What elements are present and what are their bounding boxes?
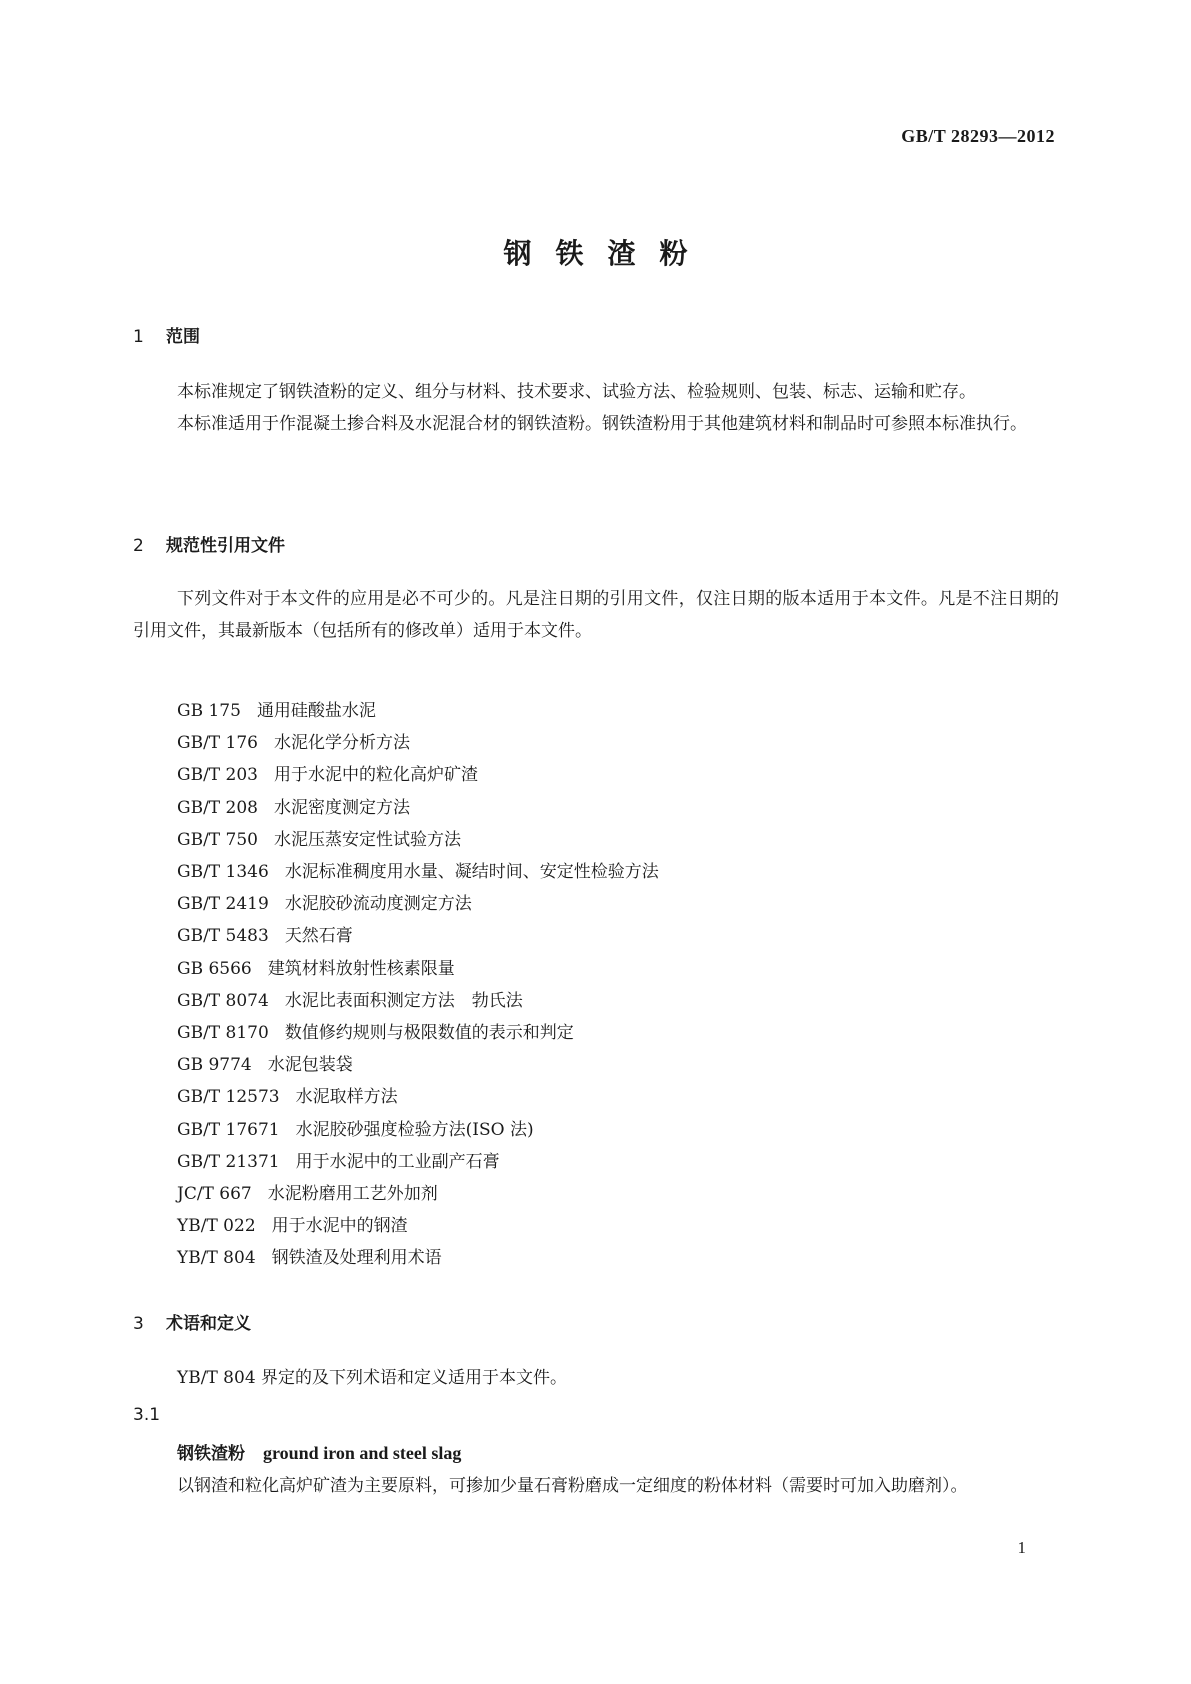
reference-item xyxy=(177,920,659,952)
reference-title: 水泥胶砂流动度测定方法 xyxy=(284,894,472,915)
reference-code: GB/T 750 xyxy=(177,829,258,850)
reference-code: GB/T 21371 xyxy=(177,1151,280,1172)
paragraph: 本标准适用于作混凝土掺合料及水泥混合材的钢铁渣粉。钢铁渣粉用于其他建筑材料和制品时可参照本标准执行。 xyxy=(177,414,1027,434)
reference-title: 水泥标准稠度用水量、凝结时间、安定性检验方法 xyxy=(284,862,659,883)
section-number: 1 xyxy=(133,327,144,347)
term-chinese: 钢铁渣粉 xyxy=(177,1444,245,1464)
paragraph: YB/T 804 界定的及下列术语和定义适用于本文件。 xyxy=(177,1368,568,1388)
reference-code: YB/T 804 xyxy=(177,1248,256,1269)
reference-title: 水泥包装袋 xyxy=(267,1055,353,1076)
reference-item xyxy=(177,759,659,791)
reference-item xyxy=(177,1114,659,1146)
reference-code: YB/T 022 xyxy=(177,1216,256,1237)
reference-title: 数值修约规则与极限数值的表示和判定 xyxy=(284,1023,574,1044)
section-number: 3 xyxy=(133,1314,144,1334)
section-2-intro xyxy=(133,583,1059,647)
reference-code: GB 6566 xyxy=(177,958,252,979)
reference-item xyxy=(177,1081,659,1113)
reference-item xyxy=(177,695,659,727)
page-number: 1 xyxy=(1017,1538,1026,1557)
section-title: 规范性引用文件 xyxy=(166,536,285,556)
standard-code: GB/T 28293—2012 xyxy=(901,126,1055,146)
term-number: 3.1 xyxy=(133,1405,161,1425)
reference-code: GB/T 176 xyxy=(177,733,258,754)
reference-item xyxy=(177,727,659,759)
reference-title: 水泥密度测定方法 xyxy=(274,797,410,818)
section-1-heading xyxy=(133,322,200,347)
reference-item xyxy=(177,792,659,824)
reference-code: GB 9774 xyxy=(177,1055,252,1076)
reference-title: 通用硅酸盐水泥 xyxy=(256,701,376,721)
reference-code: GB/T 1346 xyxy=(177,862,269,883)
reference-item xyxy=(177,1210,659,1242)
paragraph: 下列文件对于本文件的应用是必不可少的。凡是注日期的引用文件，仅注日期的版本适用于本文件。凡是不注日期的引用文件，其最新版本（包括所有的修改单）适用于本文件。 xyxy=(133,589,1059,641)
reference-title: 水泥化学分析方法 xyxy=(274,733,410,754)
reference-title: 用于水泥中的粒化高炉矿渣 xyxy=(274,765,478,786)
term-english: ground iron and steel slag xyxy=(263,1443,462,1463)
reference-code: GB/T 203 xyxy=(177,765,258,786)
normative-references-list xyxy=(177,695,659,1275)
paragraph: 本标准规定了钢铁渣粉的定义、组分与材料、技术要求、试验方法、检验规则、包装、标志、运输和贮存。 xyxy=(177,382,976,402)
reference-code: GB/T 12573 xyxy=(177,1087,280,1108)
reference-code: GB/T 8074 xyxy=(177,990,269,1011)
reference-code: JC/T 667 xyxy=(177,1184,252,1205)
reference-title: 水泥压蒸安定性试验方法 xyxy=(274,829,461,850)
section-3-intro xyxy=(133,1362,1059,1394)
reference-code: GB 175 xyxy=(177,701,241,721)
paragraph: 以钢渣和粒化高炉矿渣为主要原料，可掺加少量石膏粉磨成一定细度的粉体材料（需要时可加入助磨剂）。 xyxy=(177,1476,968,1496)
section-number: 2 xyxy=(133,536,144,556)
reference-title: 水泥取样方法 xyxy=(295,1087,398,1108)
reference-item xyxy=(177,1178,659,1210)
reference-item xyxy=(177,888,659,920)
document-title: 钢铁渣粉 xyxy=(503,237,712,270)
reference-item xyxy=(177,953,659,985)
reference-title: 钢铁渣及处理利用术语 xyxy=(271,1248,442,1269)
reference-item xyxy=(177,985,659,1017)
reference-code: GB/T 208 xyxy=(177,797,258,818)
reference-title: 用于水泥中的钢渣 xyxy=(271,1216,408,1237)
reference-item xyxy=(177,1242,659,1274)
reference-item xyxy=(177,856,659,888)
reference-code: GB/T 17671 xyxy=(177,1119,280,1140)
section-2-heading xyxy=(133,531,285,556)
reference-item xyxy=(177,1049,659,1081)
reference-code: GB/T 8170 xyxy=(177,1023,269,1044)
reference-title: 建筑材料放射性核素限量 xyxy=(267,958,455,979)
section-1-body xyxy=(133,376,1059,440)
term-heading xyxy=(177,1439,461,1464)
reference-title: 水泥胶砂强度检验方法(ISO 法) xyxy=(295,1119,534,1140)
reference-code: GB/T 2419 xyxy=(177,894,269,915)
reference-title: 天然石膏 xyxy=(284,926,353,947)
section-title: 术语和定义 xyxy=(166,1314,251,1334)
reference-title: 水泥粉磨用工艺外加剂 xyxy=(267,1184,438,1205)
reference-title: 水泥比表面积测定方法 勃氏法 xyxy=(284,990,523,1011)
term-definition xyxy=(133,1470,1059,1502)
reference-item xyxy=(177,824,659,856)
reference-item xyxy=(177,1017,659,1049)
reference-title: 用于水泥中的工业副产石膏 xyxy=(295,1151,500,1172)
reference-code: GB/T 5483 xyxy=(177,926,269,947)
reference-item xyxy=(177,1146,659,1178)
section-3-heading xyxy=(133,1309,251,1334)
section-title: 范围 xyxy=(166,327,200,347)
